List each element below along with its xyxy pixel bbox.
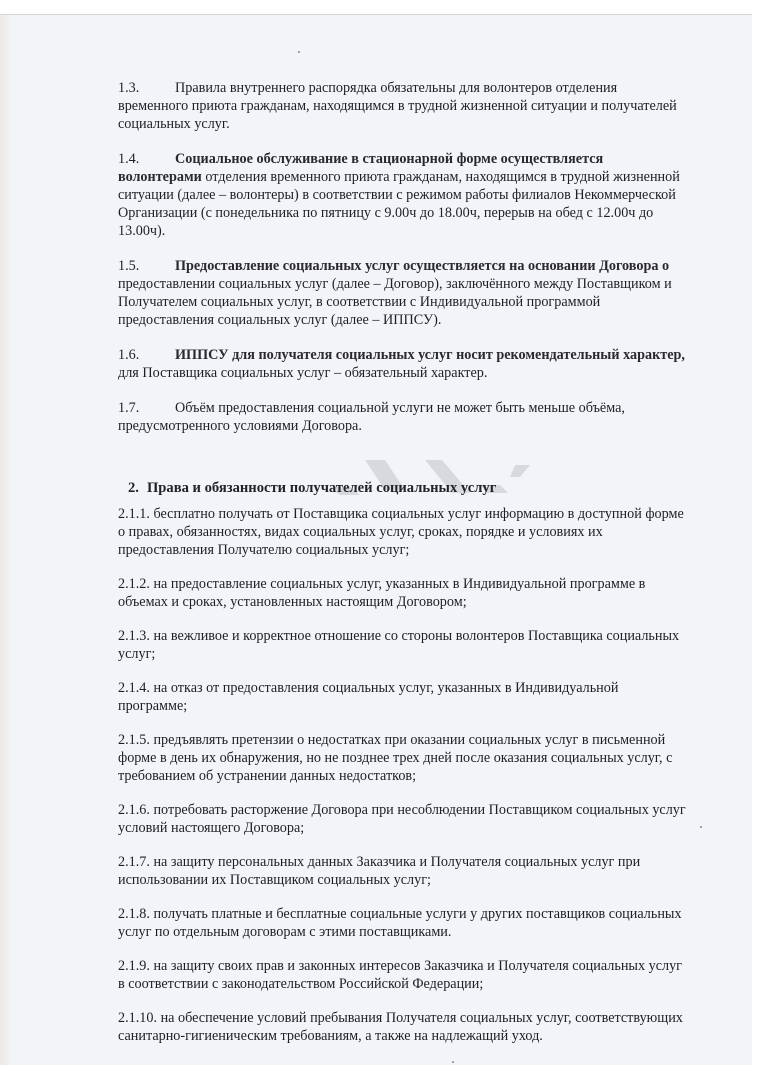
clause-number: 1.4. — [118, 151, 140, 167]
item-text: на обеспечение условий пребывания Получателя социальных услуг, соответствующих санитарно-гигиеническим требованиям, а также на надлежащий уход. — [118, 1010, 683, 1044]
item-number: 2.1.3. — [118, 628, 150, 644]
item-text: на предоставление социальных услуг, указанных в Индивидуальной программе в объемах и сроках, установленных настоящим Договором; — [118, 576, 646, 610]
right-item — [118, 505, 690, 559]
clause-1-6 — [118, 346, 690, 382]
clause-number: 1.5. — [118, 258, 140, 274]
item-text: предъявлять претензии о недостатках при оказании социальных услуг в письменной форме в день их обнаружения, но не позднее трех дней после оказания социальных услуг, с требованием об устранении данных недостатков; — [118, 732, 673, 784]
item-text: получать платные и бесплатные социальные услуги у других поставщиков социальных услуг по отдельным договорам с этими поставщиками. — [118, 906, 682, 940]
item-text: на вежливое и корректное отношение со стороны волонтеров Поставщика социальных услуг; — [118, 628, 680, 662]
clause-lead: ИППСУ для получателя социальных услуг носит рекомендательный характер, — [175, 347, 685, 363]
clause-number: 1.6. — [118, 347, 140, 363]
section-general-provisions — [118, 79, 690, 435]
clause-1-7 — [118, 399, 690, 435]
clause-number: 1.3. — [118, 80, 140, 96]
item-number: 2.1.2. — [118, 576, 150, 592]
right-item — [118, 957, 690, 993]
item-text: на отказ от предоставления социальных услуг, указанных в Индивидуальной программе; — [118, 680, 619, 714]
item-number: 2.1.10. — [118, 1010, 158, 1026]
section-title: Права и обязанности получателей социальных услуг — [146, 480, 497, 496]
clause-lead: Социальное обслуживание в стационарной форме осуществляется волонтерами — [118, 151, 604, 185]
clause-text: отделения временного приюта гражданам, находящимся в трудной жизненной ситуации (далее – волонтеры) в соответствии с режимом работы филиалов Некоммерческой Организации (с понедельника по пятницу с 9.00ч до 18.00ч, перерыв на обед с 12.00ч до 13.00ч). — [118, 169, 680, 239]
item-number: 2.1.9. — [118, 958, 150, 974]
clause-lead: Предоставление социальных услуг осуществляется на основании Договора о — [175, 258, 670, 274]
right-item — [118, 679, 690, 715]
item-number: 2.1.8. — [118, 906, 150, 922]
clause-1-3 — [118, 79, 690, 133]
clause-text: Объём предоставления социальной услуги не может быть меньше объёма, предусмотренного условиями Договора. — [118, 400, 625, 434]
section-heading — [128, 479, 690, 497]
clause-text: для Поставщика социальных услуг – обязательный характер. — [118, 365, 488, 381]
scan-speck — [700, 826, 702, 828]
item-number: 2.1.1. — [118, 506, 150, 522]
right-item — [118, 1009, 690, 1045]
clause-1-4 — [118, 150, 690, 240]
item-text: бесплатно получать от Поставщика социальных услуг информацию в доступной форме о правах, обязанностях, видах социальных услуг, сроках, порядке и условиях их предоставления Получателю социальных услуг; — [118, 506, 684, 558]
item-text: на защиту персональных данных Заказчика и Получателя социальных услуг при использовании их Поставщиком социальных услуг; — [118, 854, 641, 888]
right-item — [118, 731, 690, 785]
clause-number: 1.7. — [118, 400, 140, 416]
right-item — [118, 627, 690, 663]
scan-speck — [298, 51, 300, 53]
section-number: 2. — [128, 480, 139, 496]
item-number: 2.1.5. — [118, 732, 150, 748]
right-item — [118, 905, 690, 941]
clause-1-5 — [118, 257, 690, 329]
document-body — [118, 79, 690, 1061]
item-number: 2.1.7. — [118, 854, 150, 870]
item-text: на защиту своих прав и законных интересов Заказчика и Получателя социальных услуг в соответствии с законодательством Российской Федерации; — [118, 958, 682, 992]
item-text: потребовать расторжение Договора при несоблюдении Поставщиком социальных услуг условий настоящего Договора; — [118, 802, 686, 836]
clause-text: предоставлении социальных услуг (далее – Договор), заключённого между Поставщиком и Получателем социальных услуг, в соответствии с Индивидуальной программой предоставления социальных услуг (далее – ИППСУ). — [118, 276, 672, 328]
right-item — [118, 853, 690, 889]
item-number: 2.1.6. — [118, 802, 150, 818]
right-item — [118, 575, 690, 611]
item-number: 2.1.4. — [118, 680, 150, 696]
scan-speck — [452, 1061, 454, 1063]
section-rights — [118, 479, 690, 1045]
clause-text: Правила внутреннего распорядка обязательны для волонтеров отделения временного приюта гражданам, находящимся в трудной жизненной ситуации и получателей социальных услуг. — [118, 80, 677, 132]
right-item — [118, 801, 690, 837]
